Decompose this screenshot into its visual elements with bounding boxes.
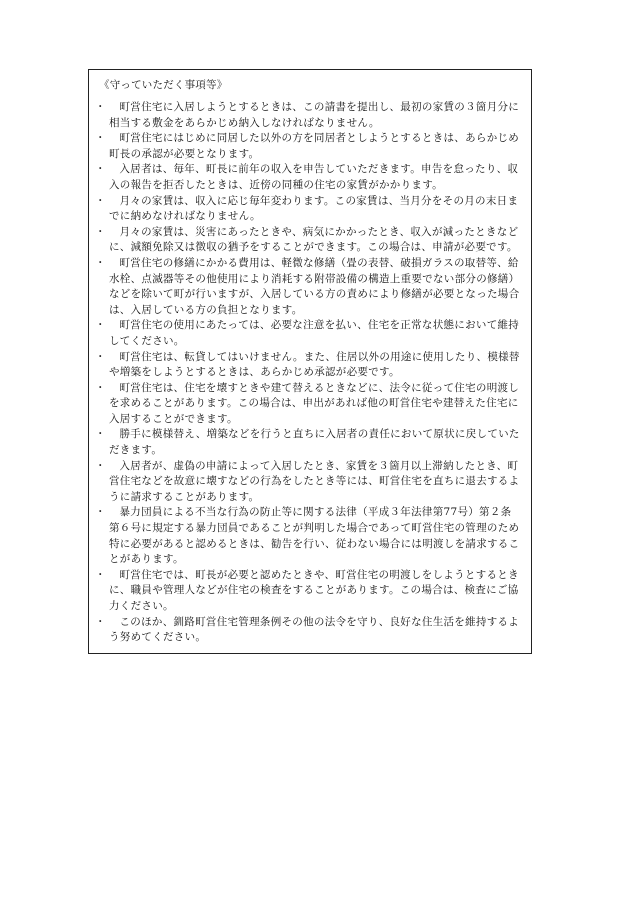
rule-item xyxy=(97,350,522,381)
rule-item xyxy=(97,256,522,318)
bullet-icon: ・ xyxy=(95,194,106,207)
rule-item xyxy=(97,225,522,256)
bullet-icon: ・ xyxy=(95,350,106,363)
rule-text: 町営住宅に入居しようとするときは、この請書を提出し、最初の家賃の３箇月分に相当する敷金をあらかじめ納入しなければなりません。 xyxy=(109,101,520,129)
rule-item xyxy=(97,459,522,506)
rule-item xyxy=(97,162,522,193)
rule-item xyxy=(97,427,522,458)
bullet-icon: ・ xyxy=(95,568,106,581)
rule-text: 月々の家賃は、災害にあったときや、病気にかかったとき、収入が減ったときなどに、減額免除又は徴収の猶予をすることができます。この場合は、申請が必要です。 xyxy=(109,225,519,254)
rule-text: このほか、釧路町営住宅管理条例その他の法令を守り、良好な住生活を維持するよう努めてください。 xyxy=(109,615,520,644)
rule-text: 入居者は、毎年、町長に前年の収入を申告していただきます。申告を怠ったり、収入の報告を拒否したときは、近傍の同種の住宅の家賃がかかります。 xyxy=(109,163,519,191)
bullet-icon: ・ xyxy=(95,225,106,238)
rule-item xyxy=(97,381,522,428)
notice-heading: 《守っていただく事項等》 xyxy=(99,79,228,91)
rule-item xyxy=(97,194,522,225)
rule-text: 町営住宅の使用にあたっては、必要な注意を払い、住宅を正常な状態において維持してください。 xyxy=(109,319,520,347)
bullet-icon: ・ xyxy=(95,381,106,394)
rule-text: 町営住宅は、転貸してはいけません。また、住居以外の用途に使用したり、模様替や増築をしようとするときは、あらかじめ承認が必要です。 xyxy=(109,350,520,379)
rule-text: 町営住宅の修繕にかかる費用は、軽微な修繕（畳の表替、破損ガラスの取替等、給水栓、点滅器等その他使用により消耗する附帯設備の構造上重要でない部分の修繕）などを除いて町が行いますが、入居している方の責めにより修繕が必要となった場合は、入居している方の負担となります。 xyxy=(109,256,520,316)
bullet-icon: ・ xyxy=(95,319,106,332)
rules-list xyxy=(97,100,522,646)
bullet-icon: ・ xyxy=(95,506,106,519)
bullet-icon: ・ xyxy=(95,256,106,269)
bullet-icon: ・ xyxy=(95,101,106,113)
bullet-icon: ・ xyxy=(95,459,106,472)
rule-text: 入居者が、虚偽の申請によって入居したとき、家賃を３箇月以上滞納したとき、町営住宅などを故意に壊すなどの行為をしたとき等には、町営住宅を直ちに退去するように請求することがあります。 xyxy=(109,459,520,503)
rule-item xyxy=(97,505,522,567)
rule-item xyxy=(97,568,522,615)
bullet-icon: ・ xyxy=(95,132,106,145)
rule-item xyxy=(97,100,522,131)
rule-text: 暴力団員による不当な行為の防止等に関する法律（平成３年法律第77号）第２条第６号に規定する暴力団員であることが判明した場合であって町営住宅の管理のため特に必要があると認めるときは、勧告を行い、従わない場合には明渡しを請求することがあります。 xyxy=(109,506,520,566)
bullet-icon: ・ xyxy=(95,615,106,628)
rule-text: 勝手に模様替え、増築などを行うと直ちに入居者の責任において原状に戻していただきます。 xyxy=(109,428,520,457)
rule-text: 町営住宅では、町長が必要と認めたときや、町営住宅の明渡しをしようとするときに、職員や管理人などが住宅の検査をすることがあります。この場合は、検査にご協力ください。 xyxy=(109,568,519,612)
rule-text: 月々の家賃は、収入に応じ毎年変わります。この家賃は、当月分をその月の末日までに納めなければなりません。 xyxy=(109,194,519,223)
rule-item xyxy=(97,615,522,646)
rule-text: 町営住宅は、住宅を壊すときや建て替えるときなどに、法令に従って住宅の明渡しを求めることがあります。この場合は、申出があれば他の町営住宅や建替えた住宅に入居することができます。 xyxy=(109,381,520,425)
rule-item xyxy=(97,318,522,349)
notice-box xyxy=(88,69,532,654)
bullet-icon: ・ xyxy=(95,163,106,176)
bullet-icon: ・ xyxy=(95,428,106,441)
rule-item xyxy=(97,131,522,162)
rule-text: 町営住宅にはじめに同居した以外の方を同居者としようとするときは、あらかじめ町長の承認が必要となります。 xyxy=(109,132,520,160)
